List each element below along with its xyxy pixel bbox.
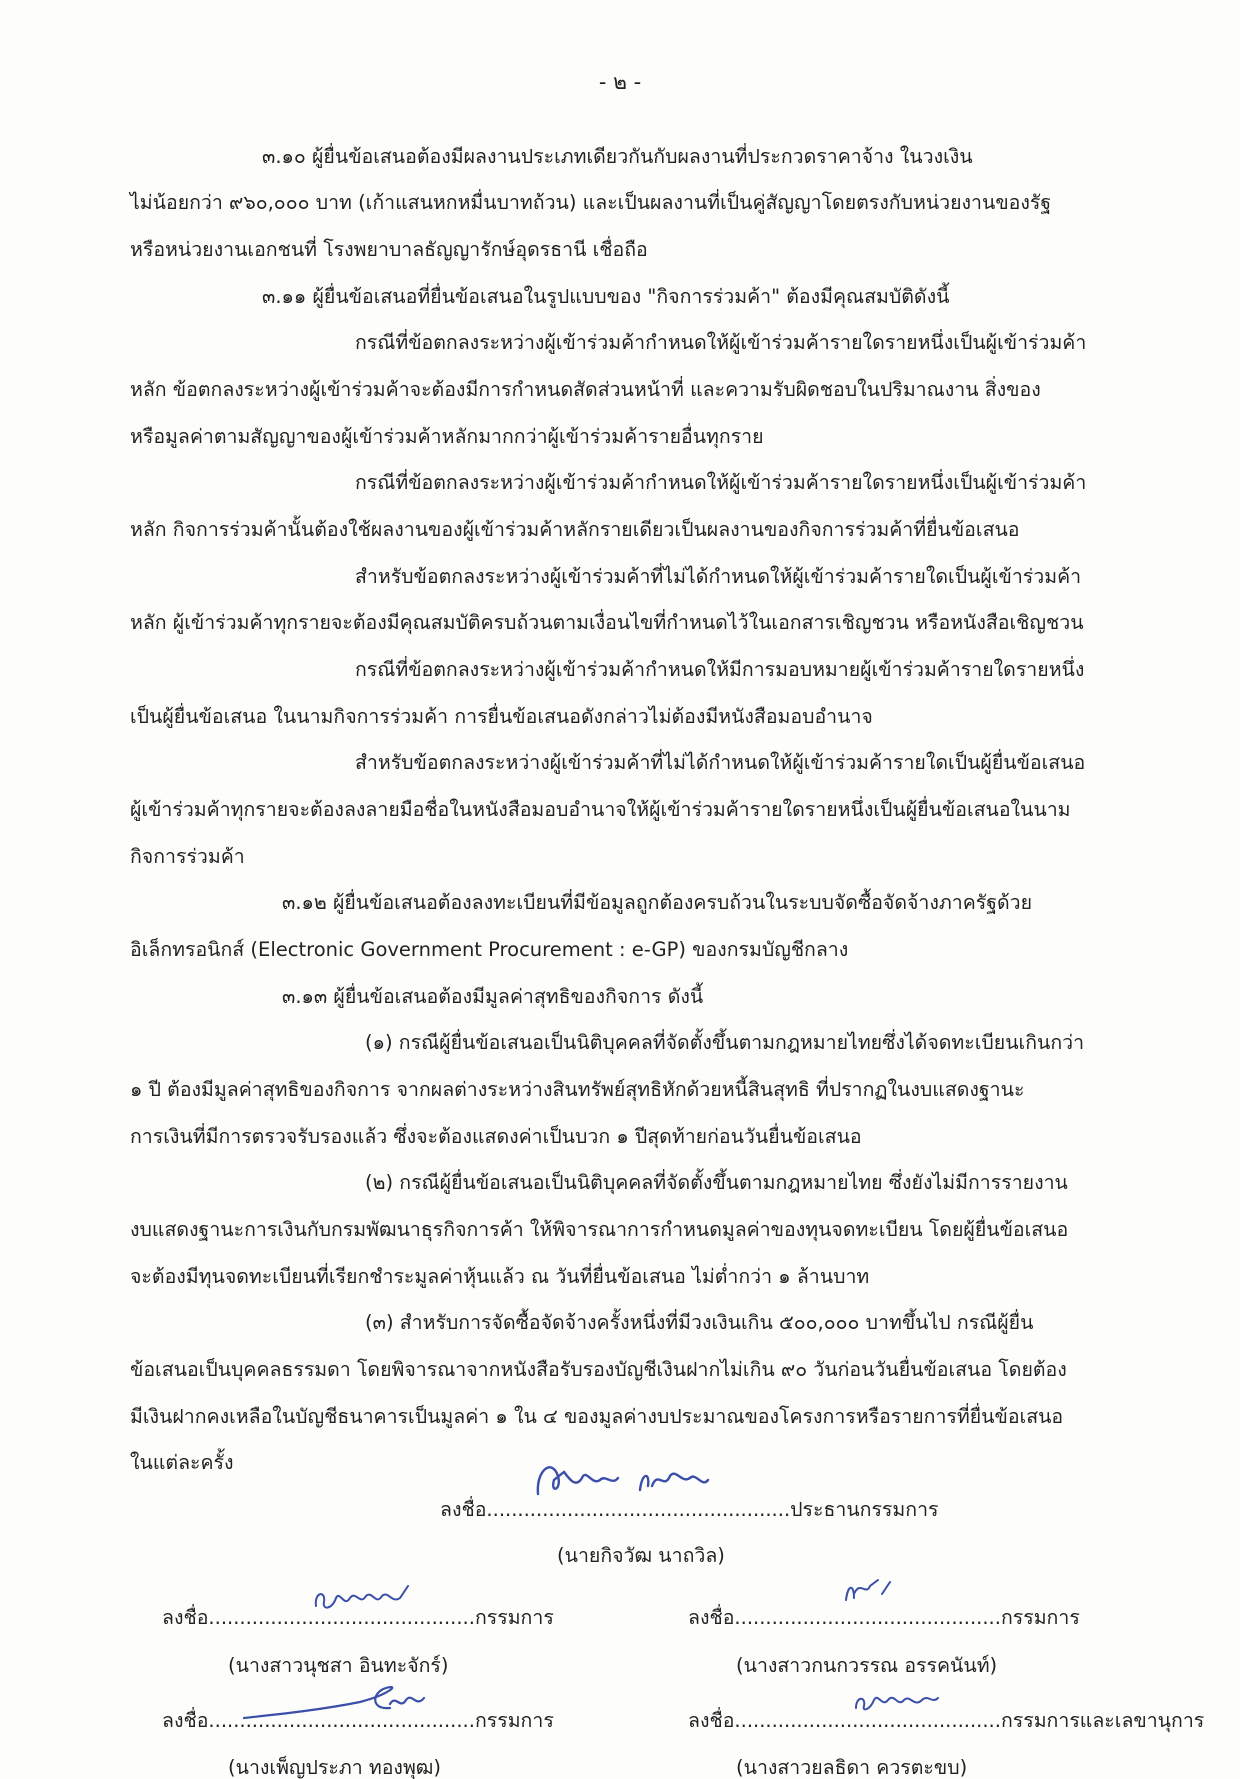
text-line: ๑ ปี ต้องมีมูลค่าสุทธิของกิจการ จากผลต่างระหว่างสินทรัพย์สุทธิหักด้วยหนี้สินสุทธิ ที่ปรากฏในงบแสดงฐานะ [130, 1078, 1025, 1101]
text-line: กรณีที่ข้อตกลงระหว่างผู้เข้าร่วมค้ากำหนดให้ผู้เข้าร่วมค้ารายใดรายหนึ่งเป็นผู้เข้าร่วมค้า [355, 331, 1087, 354]
member2-handwritten-signature [840, 1574, 900, 1608]
member2-name: (นางสาวกนกวรรณ อรรคนันท์) [736, 1654, 998, 1677]
text-line: อิเล็กทรอนิกส์ (Electronic Government Procurement : e-GP) ของกรมบัญชีกลาง [130, 938, 849, 961]
member1-signature-line: ลงชื่อ...........................................กรรมการ [162, 1606, 554, 1629]
text-line: จะต้องมีทุนจดทะเบียนที่เรียกชำระมูลค่าหุ้นแล้ว ณ วันที่ยื่นข้อเสนอ ไม่ต่ำกว่า ๑ ล้านบาท [130, 1265, 870, 1288]
text-line: (๑) กรณีผู้ยื่นข้อเสนอเป็นนิติบุคคลที่จัดตั้งขึ้นตามกฎหมายไทยซึ่งได้จดทะเบียนเกินกว่า [365, 1031, 1085, 1054]
text-line: ๓.๑๓ ผู้ยื่นข้อเสนอต้องมีมูลค่าสุทธิของกิจการ ดังนี้ [282, 985, 704, 1008]
text-line: หลัก ข้อตกลงระหว่างผู้เข้าร่วมค้าจะต้องมีการกำหนดสัดส่วนหน้าที่ และความรับผิดชอบในปริมาณงาน สิ่งของ [130, 378, 1041, 401]
text-line: (๓) สำหรับการจัดซื้อจัดจ้างครั้งหนึ่งที่มีวงเงินเกิน ๕๐๐,๐๐๐ บาทขึ้นไป กรณีผู้ยื่น [365, 1311, 1034, 1334]
chair-signature-line: ลงชื่อ.................................................ประธานกรรมการ [440, 1498, 939, 1521]
text-line: กรณีที่ข้อตกลงระหว่างผู้เข้าร่วมค้ากำหนดให้มีการมอบหมายผู้เข้าร่วมค้ารายใดรายหนึ่ง [355, 658, 1085, 681]
text-line: ๓.๑๐ ผู้ยื่นข้อเสนอต้องมีผลงานประเภทเดียวกันกับผลงานที่ประกวดราคาจ้าง ในวงเงิน [262, 145, 973, 168]
text-line: มีเงินฝากคงเหลือในบัญชีธนาคารเป็นมูลค่า ๑ ใน ๔ ของมูลค่างบประมาณของโครงการหรือรายการที่ยื่นข้อเสนอ [130, 1405, 1064, 1428]
member4-name: (นางสาวยลธิดา ควรตะขบ) [736, 1756, 968, 1779]
text-line: หลัก ผู้เข้าร่วมค้าทุกรายจะต้องมีคุณสมบัติครบถ้วนตามเงื่อนไขที่กำหนดไว้ในเอกสารเชิญชวน หรือหนังสือเชิญชวน [130, 611, 1084, 634]
member3-name: (นางเพ็ญประภา ทองพุฒ) [228, 1756, 442, 1779]
text-line: หลัก กิจการร่วมค้านั้นต้องใช้ผลงานของผู้เข้าร่วมค้าหลักรายเดียวเป็นผลงานของกิจการร่วมค้าที่ยื่นข้อเสนอ [130, 518, 1020, 541]
member4-signature-line: ลงชื่อ...........................................กรรมการและเลขานุการ [688, 1709, 1205, 1732]
text-line: หรือมูลค่าตามสัญญาของผู้เข้าร่วมค้าหลักมากกว่าผู้เข้าร่วมค้ารายอื่นทุกราย [130, 425, 764, 448]
text-line: ไม่น้อยกว่า ๙๖๐,๐๐๐ บาท (เก้าแสนหกหมื่นบาทถ้วน) และเป็นผลงานที่เป็นคู่สัญญาโดยตรงกับหน่วยงานของรัฐ [130, 191, 1052, 214]
text-line: กรณีที่ข้อตกลงระหว่างผู้เข้าร่วมค้ากำหนดให้ผู้เข้าร่วมค้ารายใดรายหนึ่งเป็นผู้เข้าร่วมค้า [355, 471, 1087, 494]
text-line: การเงินที่มีการตรวจรับรองแล้ว ซึ่งจะต้องแสดงค่าเป็นบวก ๑ ปีสุดท้ายก่อนวันยื่นข้อเสนอ [130, 1125, 862, 1148]
page-number: - ๒ - [598, 70, 642, 94]
text-line: ผู้เข้าร่วมค้าทุกรายจะต้องลงลายมือชื่อในหนังสือมอบอำนาจให้ผู้เข้าร่วมค้ารายใดรายหนึ่งเป็นผู้ยื่นข้อเสนอในนาม [130, 798, 1071, 821]
chair-name: (นายกิจวัฒ นาถวิล) [557, 1544, 725, 1567]
member1-name: (นางสาวนุชสา อินทะจักร์) [228, 1654, 449, 1677]
text-line: ๓.๑๒ ผู้ยื่นข้อเสนอต้องลงทะเบียนที่มีข้อมูลถูกต้องครบถ้วนในระบบจัดซื้อจัดจ้างภาครัฐด้วย [282, 891, 1033, 914]
text-line: สำหรับข้อตกลงระหว่างผู้เข้าร่วมค้าที่ไม่ได้กำหนดให้ผู้เข้าร่วมค้ารายใดเป็นผู้ยื่นข้อเสนอ [355, 751, 1086, 774]
member2-signature-line: ลงชื่อ...........................................กรรมการ [688, 1606, 1080, 1629]
text-line: กิจการร่วมค้า [130, 845, 245, 868]
text-line: หรือหน่วยงานเอกชนที่ โรงพยาบาลธัญญารักษ์อุดรธานี เชื่อถือ [130, 238, 648, 261]
member3-signature-line: ลงชื่อ...........................................กรรมการ [162, 1709, 554, 1732]
text-line: ๓.๑๑ ผู้ยื่นข้อเสนอที่ยื่นข้อเสนอในรูปแบบของ "กิจการร่วมค้า" ต้องมีคุณสมบัติดังนี้ [262, 285, 950, 308]
text-line: ข้อเสนอเป็นบุคคลธรรมดา โดยพิจารณาจากหนังสือรับรองบัญชีเงินฝากไม่เกิน ๙๐ วันก่อนวันยื่นข้อเสนอ โดยต้อง [130, 1358, 1067, 1381]
text-line: งบแสดงฐานะการเงินกับกรมพัฒนาธุรกิจการค้า ให้พิจารณาการกำหนดมูลค่าของทุนจดทะเบียน โดยผู้ยื่นข้อเสนอ [130, 1218, 1069, 1241]
text-line: (๒) กรณีผู้ยื่นข้อเสนอเป็นนิติบุคคลที่จัดตั้งขึ้นตามกฎหมายไทย ซึ่งยังไม่มีการรายงาน [365, 1171, 1068, 1194]
text-line: สำหรับข้อตกลงระหว่างผู้เข้าร่วมค้าที่ไม่ได้กำหนดให้ผู้เข้าร่วมค้ารายใดเป็นผู้เข้าร่วมค้า [355, 565, 1082, 588]
text-line: เป็นผู้ยื่นข้อเสนอ ในนามกิจการร่วมค้า การยื่นข้อเสนอดังกล่าวไม่ต้องมีหนังสือมอบอำนาจ [130, 705, 873, 728]
text-line: ในแต่ละครั้ง [130, 1451, 234, 1474]
